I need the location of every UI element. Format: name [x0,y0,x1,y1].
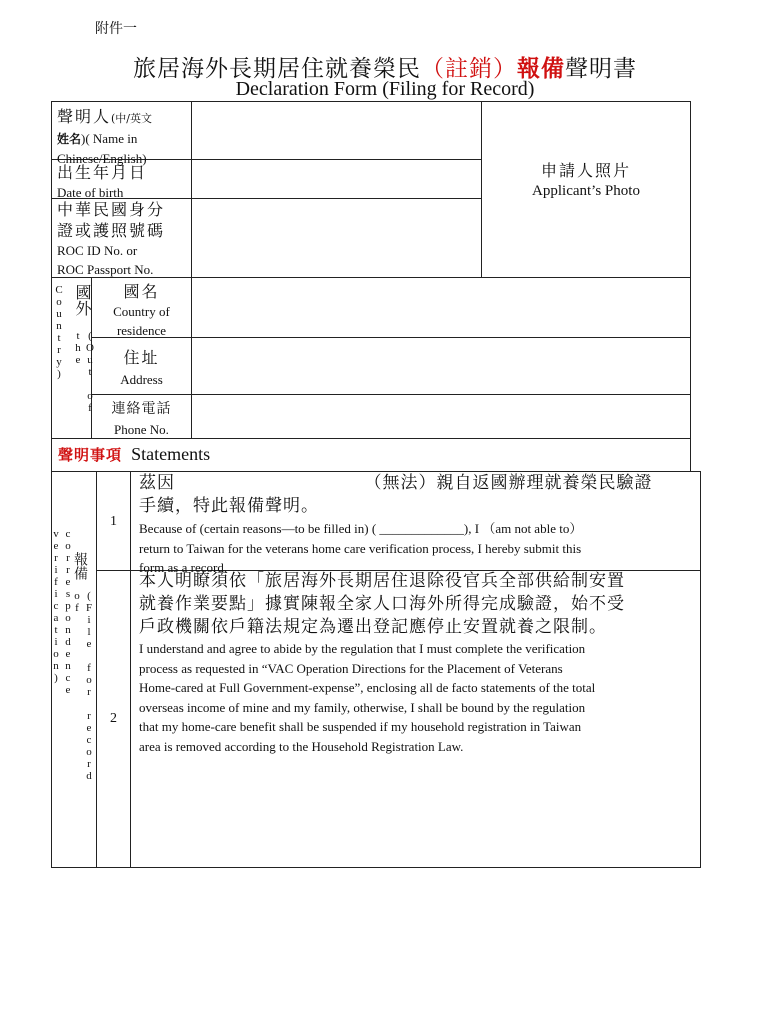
item-2-number: 2 [110,711,117,726]
declarant-zh-small: (中/英文 [111,112,153,125]
item-2-zh2: 就養作業要點」據實陳報全家人口海外所得完成驗證，始不受 [139,594,625,614]
statements-header-en: Statements [131,444,211,464]
attachment-label: 附件一 [95,21,137,37]
id-label [57,199,189,279]
photo-box[interactable] [482,158,690,200]
item-1-en1: Because of (certain reasons—to be filled in) ( _____________), I （am not able to） [139,521,583,536]
item-2-en2: process as requested in “VAC Operation Directions for the Placement of Veterans [139,660,563,676]
dob-label [57,160,189,202]
dob-field[interactable] [192,160,480,198]
item-1-text [139,472,699,578]
statements-header [58,444,210,465]
country-zh: 國名 [123,282,160,301]
address-label [92,345,191,389]
abroad-en-vertical: Country) [53,284,65,380]
phone-label [92,398,191,439]
photo-zh: 申請人照片 [540,161,631,180]
abroad-en2: (Out of the [72,330,96,414]
side-en-far: correspondence verification) [50,528,74,696]
phone-en: Phone No. [114,422,169,437]
phone-field[interactable] [192,395,690,438]
item-2-en4: overseas income of mine and my family, otherwise, I shall be bound by the regulation [139,699,586,715]
item-2-en3: Home-cared at Full Government-expense”, enclosing all de facto statements of the total [139,680,596,695]
id-en2: ROC Passport No. [57,262,154,277]
dob-zh: 出生年月日 [57,163,148,182]
item-2-en6: area is removed according to the Household Registration Law. [139,738,464,754]
item-1-en2: return to Taiwan for the veterans home care verification process, I hereby submit this [139,540,582,556]
phone-zh: 連絡電話 [111,401,172,417]
item-1-zh2: 手續，特此報備聲明。 [139,496,319,516]
item-2-en1: I understand and agree to abide by the regulation that I must complete the verification [139,641,586,656]
title-part1: 旅居海外長期居住就養榮民 [133,56,421,82]
country-en2: residence [116,323,167,338]
id-en1: ROC ID No. or [57,243,138,258]
item-2-zh1: 本人明瞭須依「旅居海外長期居住退除役官兵全部供給制安置 [139,571,625,591]
item-2-text [139,570,699,756]
page-subtitle: Declaration Form (Filing for Record) [235,78,535,100]
title-part4: 聲明書 [565,56,637,82]
id-field[interactable] [192,199,480,277]
photo-en: Applicant’s Photo [532,183,640,199]
country-field[interactable] [192,278,690,337]
item-1-zh1: 茲因 （無法）親自返國辦理就養榮民驗證 [139,473,653,493]
item-1-number: 1 [110,514,117,529]
id-zh1: 中華民國身分 [57,200,166,219]
declarant-zh: 聲明人 [57,107,112,126]
country-en1: Country of [113,304,170,319]
country-label [92,279,191,340]
side-en: (File for record of [71,590,95,782]
item-2-en5: that my home-care benefit shall be suspended if my household registration in Taiwan [139,719,582,734]
name-field[interactable] [192,102,480,159]
dob-en: Date of birth [57,185,124,200]
declarant-en2: Chinese/English) [57,151,147,166]
item-2-zh3: 戶政機關依戶籍法規定為遷出登記應停止安置就養之限制。 [139,617,607,637]
declarant-en1: )( Name in [81,131,138,146]
statements-header-zh: 聲明事項 [58,446,123,464]
declarant-zh-bold: 姓名 [57,132,82,146]
address-en: Address [120,372,163,387]
abroad-zh: 國外 [73,284,92,316]
side-zh: 報備 [72,552,88,580]
declarant-label [57,104,189,168]
item-1-en3: form as a record. [139,560,228,575]
title-part3: 報備 [517,55,565,82]
address-zh: 住址 [123,348,160,367]
id-zh2: 證或護照號碼 [57,221,166,240]
title-part2: （註銷） [421,56,517,82]
address-field[interactable] [192,338,690,394]
